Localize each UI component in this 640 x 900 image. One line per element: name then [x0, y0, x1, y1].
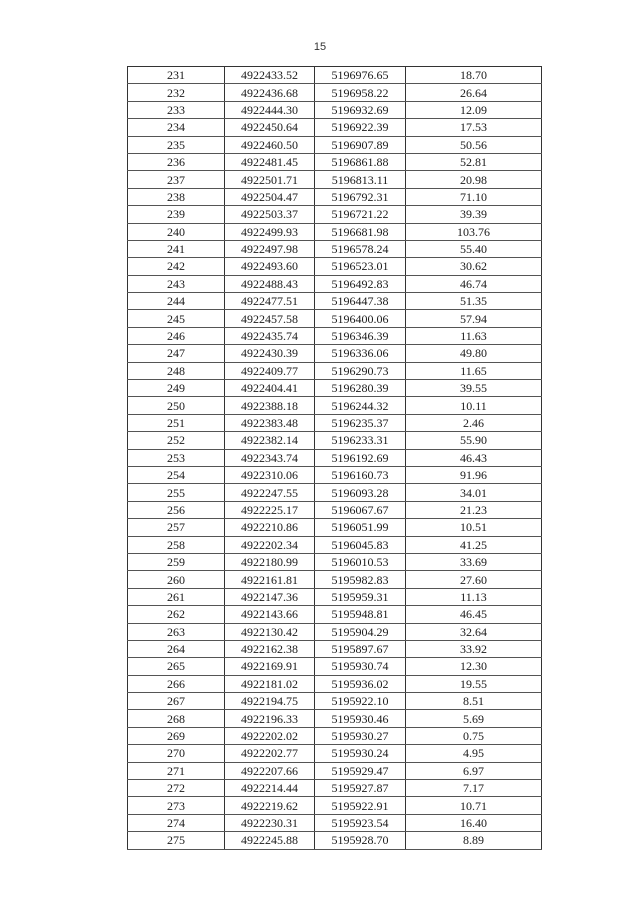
y-coordinate-cell: 5196280.39 [315, 380, 406, 397]
y-coordinate-cell: 5195936.02 [315, 675, 406, 692]
table-row [128, 797, 542, 814]
point-number-cell: 240 [128, 223, 225, 240]
table-row [128, 675, 542, 692]
x-coordinate-cell: 4922435.74 [225, 327, 315, 344]
y-coordinate-cell: 5196093.28 [315, 484, 406, 501]
x-coordinate-cell: 4922444.30 [225, 101, 315, 118]
table-row [128, 466, 542, 483]
point-number-cell: 243 [128, 275, 225, 292]
point-number-cell: 254 [128, 466, 225, 483]
point-number-cell: 271 [128, 762, 225, 779]
y-coordinate-cell: 5195982.83 [315, 571, 406, 588]
table-row [128, 640, 542, 657]
y-coordinate-cell: 5196792.31 [315, 188, 406, 205]
distance-cell: 34.01 [406, 484, 542, 501]
point-number-cell: 249 [128, 380, 225, 397]
point-number-cell: 273 [128, 797, 225, 814]
x-coordinate-cell: 4922457.58 [225, 310, 315, 327]
x-coordinate-cell: 4922202.34 [225, 536, 315, 553]
point-number-cell: 258 [128, 536, 225, 553]
x-coordinate-cell: 4922207.66 [225, 762, 315, 779]
distance-cell: 20.98 [406, 171, 542, 188]
x-coordinate-cell: 4922388.18 [225, 397, 315, 414]
x-coordinate-cell: 4922230.31 [225, 814, 315, 831]
distance-cell: 51.35 [406, 293, 542, 310]
y-coordinate-cell: 5195897.67 [315, 640, 406, 657]
y-coordinate-cell: 5195922.91 [315, 797, 406, 814]
point-number-cell: 236 [128, 153, 225, 170]
distance-cell: 10.71 [406, 797, 542, 814]
distance-cell: 41.25 [406, 536, 542, 553]
x-coordinate-cell: 4922501.71 [225, 171, 315, 188]
point-number-cell: 232 [128, 84, 225, 101]
point-number-cell: 267 [128, 693, 225, 710]
y-coordinate-cell: 5195930.74 [315, 658, 406, 675]
point-number-cell: 253 [128, 449, 225, 466]
table-row [128, 623, 542, 640]
y-coordinate-cell: 5196681.98 [315, 223, 406, 240]
x-coordinate-cell: 4922225.17 [225, 501, 315, 518]
x-coordinate-cell: 4922161.81 [225, 571, 315, 588]
point-number-cell: 235 [128, 136, 225, 153]
table-row [128, 762, 542, 779]
point-number-cell: 263 [128, 623, 225, 640]
point-number-cell: 264 [128, 640, 225, 657]
y-coordinate-cell: 5195948.81 [315, 606, 406, 623]
x-coordinate-cell: 4922436.68 [225, 84, 315, 101]
distance-cell: 8.89 [406, 832, 542, 849]
distance-cell: 50.56 [406, 136, 542, 153]
x-coordinate-cell: 4922383.48 [225, 414, 315, 431]
table-row [128, 397, 542, 414]
y-coordinate-cell: 5196067.67 [315, 501, 406, 518]
table-row [128, 223, 542, 240]
table-row [128, 345, 542, 362]
coordinates-table-container [127, 66, 541, 850]
distance-cell: 0.75 [406, 727, 542, 744]
distance-cell: 32.64 [406, 623, 542, 640]
x-coordinate-cell: 4922169.91 [225, 658, 315, 675]
distance-cell: 39.39 [406, 206, 542, 223]
table-row [128, 188, 542, 205]
table-row [128, 832, 542, 849]
point-number-cell: 257 [128, 519, 225, 536]
point-number-cell: 248 [128, 362, 225, 379]
point-number-cell: 244 [128, 293, 225, 310]
point-number-cell: 275 [128, 832, 225, 849]
y-coordinate-cell: 5196861.88 [315, 153, 406, 170]
y-coordinate-cell: 5196290.73 [315, 362, 406, 379]
x-coordinate-cell: 4922382.14 [225, 432, 315, 449]
distance-cell: 11.63 [406, 327, 542, 344]
point-number-cell: 241 [128, 240, 225, 257]
distance-cell: 33.69 [406, 553, 542, 570]
x-coordinate-cell: 4922433.52 [225, 67, 315, 84]
table-row [128, 293, 542, 310]
x-coordinate-cell: 4922504.47 [225, 188, 315, 205]
x-coordinate-cell: 4922430.39 [225, 345, 315, 362]
point-number-cell: 268 [128, 710, 225, 727]
distance-cell: 2.46 [406, 414, 542, 431]
x-coordinate-cell: 4922180.99 [225, 553, 315, 570]
table-row [128, 310, 542, 327]
x-coordinate-cell: 4922219.62 [225, 797, 315, 814]
y-coordinate-cell: 5196447.38 [315, 293, 406, 310]
y-coordinate-cell: 5196907.89 [315, 136, 406, 153]
y-coordinate-cell: 5196400.06 [315, 310, 406, 327]
y-coordinate-cell: 5195904.29 [315, 623, 406, 640]
y-coordinate-cell: 5195927.87 [315, 780, 406, 797]
table-row [128, 414, 542, 431]
table-row [128, 727, 542, 744]
x-coordinate-cell: 4922247.55 [225, 484, 315, 501]
table-row [128, 519, 542, 536]
distance-cell: 7.17 [406, 780, 542, 797]
x-coordinate-cell: 4922488.43 [225, 275, 315, 292]
y-coordinate-cell: 5196813.11 [315, 171, 406, 188]
distance-cell: 10.11 [406, 397, 542, 414]
y-coordinate-cell: 5195930.27 [315, 727, 406, 744]
point-number-cell: 247 [128, 345, 225, 362]
distance-cell: 46.43 [406, 449, 542, 466]
table-row [128, 240, 542, 257]
coordinates-table-body [128, 67, 542, 850]
table-row [128, 780, 542, 797]
distance-cell: 16.40 [406, 814, 542, 831]
point-number-cell: 250 [128, 397, 225, 414]
distance-cell: 33.92 [406, 640, 542, 657]
point-number-cell: 260 [128, 571, 225, 588]
x-coordinate-cell: 4922143.66 [225, 606, 315, 623]
y-coordinate-cell: 5196958.22 [315, 84, 406, 101]
point-number-cell: 252 [128, 432, 225, 449]
distance-cell: 103.76 [406, 223, 542, 240]
table-row [128, 258, 542, 275]
point-number-cell: 233 [128, 101, 225, 118]
table-row [128, 362, 542, 379]
table-row [128, 571, 542, 588]
point-number-cell: 262 [128, 606, 225, 623]
distance-cell: 27.60 [406, 571, 542, 588]
y-coordinate-cell: 5196235.37 [315, 414, 406, 431]
y-coordinate-cell: 5196051.99 [315, 519, 406, 536]
x-coordinate-cell: 4922181.02 [225, 675, 315, 692]
y-coordinate-cell: 5196523.01 [315, 258, 406, 275]
x-coordinate-cell: 4922310.06 [225, 466, 315, 483]
x-coordinate-cell: 4922214.44 [225, 780, 315, 797]
point-number-cell: 256 [128, 501, 225, 518]
point-number-cell: 272 [128, 780, 225, 797]
y-coordinate-cell: 5195959.31 [315, 588, 406, 605]
y-coordinate-cell: 5195923.54 [315, 814, 406, 831]
y-coordinate-cell: 5195930.46 [315, 710, 406, 727]
distance-cell: 30.62 [406, 258, 542, 275]
point-number-cell: 242 [128, 258, 225, 275]
table-row [128, 501, 542, 518]
coordinates-table [127, 66, 542, 850]
table-row [128, 101, 542, 118]
y-coordinate-cell: 5196922.39 [315, 119, 406, 136]
y-coordinate-cell: 5196976.65 [315, 67, 406, 84]
x-coordinate-cell: 4922503.37 [225, 206, 315, 223]
x-coordinate-cell: 4922343.74 [225, 449, 315, 466]
table-row [128, 449, 542, 466]
y-coordinate-cell: 5196010.53 [315, 553, 406, 570]
x-coordinate-cell: 4922404.41 [225, 380, 315, 397]
x-coordinate-cell: 4922202.02 [225, 727, 315, 744]
distance-cell: 91.96 [406, 466, 542, 483]
table-row [128, 693, 542, 710]
x-coordinate-cell: 4922409.77 [225, 362, 315, 379]
distance-cell: 57.94 [406, 310, 542, 327]
distance-cell: 55.90 [406, 432, 542, 449]
y-coordinate-cell: 5196346.39 [315, 327, 406, 344]
table-row [128, 814, 542, 831]
distance-cell: 8.51 [406, 693, 542, 710]
table-row [128, 327, 542, 344]
distance-cell: 10.51 [406, 519, 542, 536]
y-coordinate-cell: 5196932.69 [315, 101, 406, 118]
x-coordinate-cell: 4922497.98 [225, 240, 315, 257]
x-coordinate-cell: 4922194.75 [225, 693, 315, 710]
point-number-cell: 274 [128, 814, 225, 831]
distance-cell: 18.70 [406, 67, 542, 84]
y-coordinate-cell: 5196578.24 [315, 240, 406, 257]
point-number-cell: 265 [128, 658, 225, 675]
y-coordinate-cell: 5196244.32 [315, 397, 406, 414]
table-row [128, 153, 542, 170]
point-number-cell: 270 [128, 745, 225, 762]
x-coordinate-cell: 4922481.45 [225, 153, 315, 170]
distance-cell: 55.40 [406, 240, 542, 257]
y-coordinate-cell: 5196492.83 [315, 275, 406, 292]
point-number-cell: 231 [128, 67, 225, 84]
point-number-cell: 245 [128, 310, 225, 327]
x-coordinate-cell: 4922450.64 [225, 119, 315, 136]
table-row [128, 710, 542, 727]
table-row [128, 658, 542, 675]
distance-cell: 11.65 [406, 362, 542, 379]
x-coordinate-cell: 4922493.60 [225, 258, 315, 275]
table-row [128, 380, 542, 397]
x-coordinate-cell: 4922202.77 [225, 745, 315, 762]
table-row [128, 553, 542, 570]
table-row [128, 606, 542, 623]
table-row [128, 432, 542, 449]
distance-cell: 39.55 [406, 380, 542, 397]
distance-cell: 12.30 [406, 658, 542, 675]
distance-cell: 71.10 [406, 188, 542, 205]
point-number-cell: 266 [128, 675, 225, 692]
table-row [128, 206, 542, 223]
y-coordinate-cell: 5195928.70 [315, 832, 406, 849]
y-coordinate-cell: 5196233.31 [315, 432, 406, 449]
y-coordinate-cell: 5195930.24 [315, 745, 406, 762]
distance-cell: 19.55 [406, 675, 542, 692]
distance-cell: 17.53 [406, 119, 542, 136]
table-row [128, 136, 542, 153]
x-coordinate-cell: 4922196.33 [225, 710, 315, 727]
y-coordinate-cell: 5195929.47 [315, 762, 406, 779]
x-coordinate-cell: 4922499.93 [225, 223, 315, 240]
distance-cell: 46.74 [406, 275, 542, 292]
table-row [128, 67, 542, 84]
y-coordinate-cell: 5196045.83 [315, 536, 406, 553]
distance-cell: 12.09 [406, 101, 542, 118]
point-number-cell: 234 [128, 119, 225, 136]
table-row [128, 275, 542, 292]
y-coordinate-cell: 5196721.22 [315, 206, 406, 223]
y-coordinate-cell: 5196160.73 [315, 466, 406, 483]
distance-cell: 6.97 [406, 762, 542, 779]
y-coordinate-cell: 5196192.69 [315, 449, 406, 466]
point-number-cell: 237 [128, 171, 225, 188]
table-row [128, 84, 542, 101]
distance-cell: 21.23 [406, 501, 542, 518]
x-coordinate-cell: 4922210.86 [225, 519, 315, 536]
x-coordinate-cell: 4922130.42 [225, 623, 315, 640]
distance-cell: 11.13 [406, 588, 542, 605]
point-number-cell: 239 [128, 206, 225, 223]
x-coordinate-cell: 4922460.50 [225, 136, 315, 153]
table-row [128, 171, 542, 188]
point-number-cell: 251 [128, 414, 225, 431]
x-coordinate-cell: 4922477.51 [225, 293, 315, 310]
distance-cell: 46.45 [406, 606, 542, 623]
point-number-cell: 269 [128, 727, 225, 744]
point-number-cell: 255 [128, 484, 225, 501]
x-coordinate-cell: 4922245.88 [225, 832, 315, 849]
table-row [128, 119, 542, 136]
point-number-cell: 259 [128, 553, 225, 570]
point-number-cell: 246 [128, 327, 225, 344]
point-number-cell: 238 [128, 188, 225, 205]
distance-cell: 52.81 [406, 153, 542, 170]
x-coordinate-cell: 4922162.38 [225, 640, 315, 657]
distance-cell: 49.80 [406, 345, 542, 362]
distance-cell: 4.95 [406, 745, 542, 762]
x-coordinate-cell: 4922147.36 [225, 588, 315, 605]
page-number: 15 [313, 41, 327, 53]
table-row [128, 536, 542, 553]
table-row [128, 588, 542, 605]
point-number-cell: 261 [128, 588, 225, 605]
distance-cell: 26.64 [406, 84, 542, 101]
table-row [128, 484, 542, 501]
y-coordinate-cell: 5195922.10 [315, 693, 406, 710]
distance-cell: 5.69 [406, 710, 542, 727]
y-coordinate-cell: 5196336.06 [315, 345, 406, 362]
table-row [128, 745, 542, 762]
